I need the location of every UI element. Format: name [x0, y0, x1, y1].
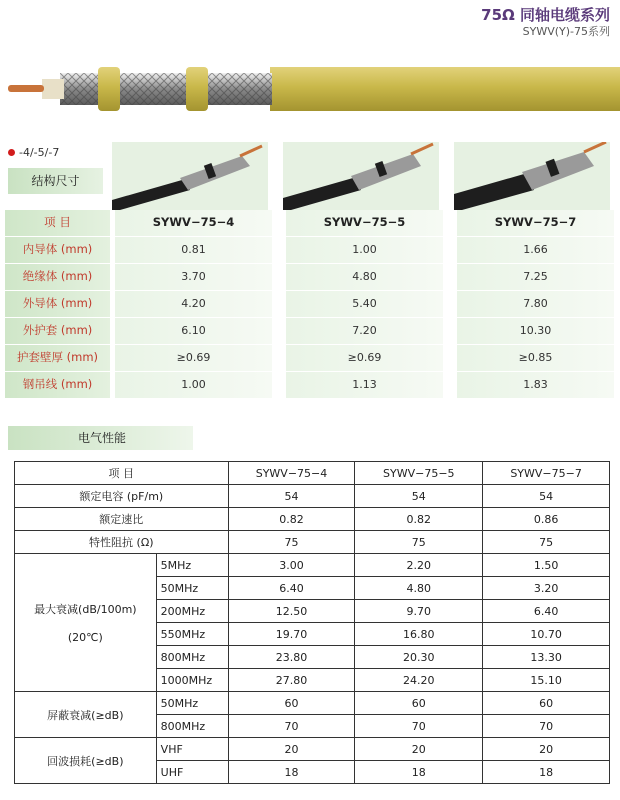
electrical-row: [15, 485, 610, 508]
attenuation-row: [15, 554, 610, 577]
electrical-row: [15, 531, 610, 554]
row-label: 特性阻抗 (Ω): [15, 531, 229, 554]
cable-thumb-4: [112, 142, 268, 210]
electrical-section-label: 电气性能: [8, 426, 193, 450]
row-label: 外导体 (mm): [5, 291, 110, 317]
model-header: SYWV−75−4: [115, 210, 272, 236]
freq-label: VHF: [156, 738, 228, 761]
value-cell: 0.82: [355, 508, 483, 531]
value-cell: ≥0.69: [286, 345, 443, 371]
freq-label: 200MHz: [156, 600, 228, 623]
model-header: SYWV−75−7: [483, 462, 610, 485]
value-cell: 20: [228, 738, 355, 761]
value-cell: 75: [228, 531, 355, 554]
value-cell: 12.50: [228, 600, 355, 623]
value-cell: 24.20: [355, 669, 483, 692]
value-cell: 18: [355, 761, 483, 784]
value-cell: 7.20: [286, 318, 443, 344]
model-header: SYWV−75−4: [228, 462, 355, 485]
value-cell: 1.83: [457, 372, 614, 398]
value-cell: 2.20: [355, 554, 483, 577]
hero-cable-illustration: [0, 45, 620, 135]
structure-row: [5, 318, 615, 344]
value-cell: 3.20: [483, 577, 610, 600]
model-header: SYWV−75−5: [286, 210, 443, 236]
value-cell: 0.86: [483, 508, 610, 531]
structure-header-row: [5, 210, 615, 236]
value-cell: 16.80: [355, 623, 483, 646]
value-cell: 6.40: [228, 577, 355, 600]
value-cell: 1.00: [286, 237, 443, 263]
value-cell: 70: [228, 715, 355, 738]
page-title: 75Ω 同轴电缆系列: [481, 6, 610, 24]
model-header: SYWV−75−5: [355, 462, 483, 485]
value-cell: 6.40: [483, 600, 610, 623]
row-label: 额定电容 (pF/m): [15, 485, 229, 508]
electrical-head-label: 项 目: [15, 462, 229, 485]
value-cell: 54: [228, 485, 355, 508]
freq-label: 1000MHz: [156, 669, 228, 692]
freq-label: 800MHz: [156, 715, 228, 738]
freq-label: 800MHz: [156, 646, 228, 669]
value-cell: 10.30: [457, 318, 614, 344]
structure-row: [5, 372, 615, 398]
structure-row: [5, 264, 615, 290]
value-cell: 4.20: [115, 291, 272, 317]
cable-thumbnails: [112, 142, 610, 210]
structure-row: [5, 291, 615, 317]
value-cell: 20.30: [355, 646, 483, 669]
value-cell: 13.30: [483, 646, 610, 669]
value-cell: 1.66: [457, 237, 614, 263]
freq-label: 5MHz: [156, 554, 228, 577]
row-label: 外护套 (mm): [5, 318, 110, 344]
value-cell: 23.80: [228, 646, 355, 669]
bullet-dot-icon: [8, 149, 15, 156]
value-cell: 70: [483, 715, 610, 738]
freq-label: 50MHz: [156, 577, 228, 600]
value-cell: 9.70: [355, 600, 483, 623]
row-label: 绝缘体 (mm): [5, 264, 110, 290]
attenuation-label: 最大衰减(dB/100m) (20℃): [15, 554, 157, 692]
value-cell: 7.25: [457, 264, 614, 290]
value-cell: 60: [228, 692, 355, 715]
model-header: SYWV−75−7: [457, 210, 614, 236]
value-cell: 0.82: [228, 508, 355, 531]
row-label: 护套壁厚 (mm): [5, 345, 110, 371]
cable-thumb-5: [283, 142, 439, 210]
value-cell: 1.50: [483, 554, 610, 577]
value-cell: ≥0.69: [115, 345, 272, 371]
value-cell: 4.80: [286, 264, 443, 290]
value-cell: 20: [355, 738, 483, 761]
shielding-row: [15, 692, 610, 715]
electrical-table: [14, 461, 610, 784]
value-cell: 1.13: [286, 372, 443, 398]
value-cell: 3.00: [228, 554, 355, 577]
value-cell: 18: [228, 761, 355, 784]
freq-label: UHF: [156, 761, 228, 784]
value-cell: 19.70: [228, 623, 355, 646]
value-cell: 54: [355, 485, 483, 508]
structure-section-label: 结构尺寸: [8, 168, 103, 194]
row-label: 钢吊线 (mm): [5, 372, 110, 398]
row-label: 内导体 (mm): [5, 237, 110, 263]
value-cell: 60: [483, 692, 610, 715]
value-cell: 15.10: [483, 669, 610, 692]
value-cell: 27.80: [228, 669, 355, 692]
electrical-row: [15, 508, 610, 531]
structure-table: [5, 210, 615, 399]
value-cell: 20: [483, 738, 610, 761]
value-cell: 10.70: [483, 623, 610, 646]
value-cell: 3.70: [115, 264, 272, 290]
value-cell: 1.00: [115, 372, 272, 398]
value-cell: 18: [483, 761, 610, 784]
value-cell: 75: [355, 531, 483, 554]
value-cell: 70: [355, 715, 483, 738]
value-cell: 6.10: [115, 318, 272, 344]
structure-row: [5, 237, 615, 263]
page-subtitle: SYWV(Y)-75系列: [522, 25, 610, 38]
series-code: -4/-5/-7: [8, 146, 59, 159]
row-label: 额定速比: [15, 508, 229, 531]
return-loss-label: 回波损耗(≥dB): [15, 738, 157, 784]
value-cell: 7.80: [457, 291, 614, 317]
cable-thumb-7: [454, 142, 610, 210]
value-cell: 0.81: [115, 237, 272, 263]
electrical-header-row: [15, 462, 610, 485]
value-cell: ≥0.85: [457, 345, 614, 371]
value-cell: 5.40: [286, 291, 443, 317]
shielding-label: 屏蔽衰减(≥dB): [15, 692, 157, 738]
freq-label: 550MHz: [156, 623, 228, 646]
value-cell: 75: [483, 531, 610, 554]
structure-head-label: 项 目: [5, 210, 110, 236]
freq-label: 50MHz: [156, 692, 228, 715]
value-cell: 60: [355, 692, 483, 715]
value-cell: 54: [483, 485, 610, 508]
value-cell: 4.80: [355, 577, 483, 600]
structure-row: [5, 345, 615, 371]
return-loss-row: [15, 738, 610, 761]
